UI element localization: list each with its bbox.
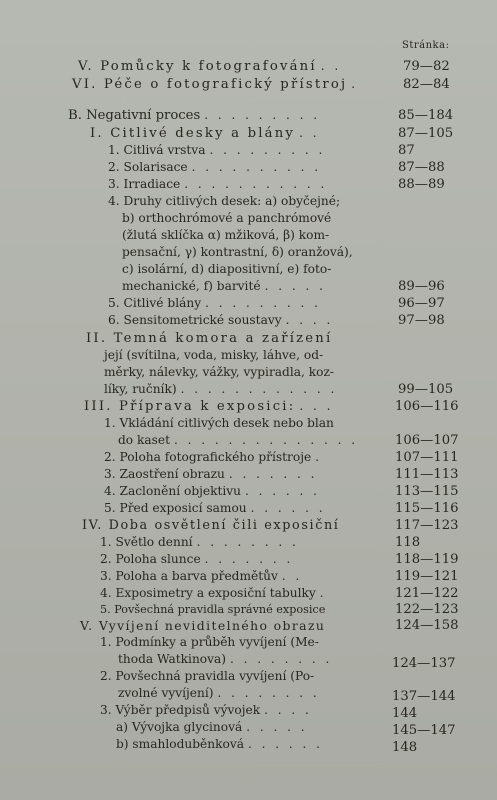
toc-entry-text: 3. Irradiace: [108, 177, 181, 191]
toc-entry-continuation: [104, 364, 334, 381]
toc-entry-continuation: [122, 210, 331, 227]
toc-entry: [108, 176, 327, 193]
toc-page-number: 106—116: [395, 399, 459, 414]
toc-entry-text: 1. Světlo denní: [100, 535, 193, 549]
toc-entry-text: měrky, nálevky, vážky, vypiradla, koz-: [104, 365, 335, 379]
toc-leader-dots: . . . . . . . . . . . . . .: [174, 433, 359, 447]
toc-entry-text: thoda Watkinova): [118, 652, 227, 666]
toc-entry-continuation: [122, 244, 353, 261]
toc-entry: [108, 142, 325, 159]
toc-entry: [100, 585, 327, 602]
toc-page-number: 113—115: [395, 484, 459, 499]
toc-entry-continuation: [122, 278, 326, 295]
toc-page-number: 79—82: [403, 59, 450, 74]
toc-entry-text: b) orthochrómové a panchrómové: [122, 211, 332, 225]
toc-leader-dots: . . . . . . . .: [230, 652, 333, 666]
toc-page-number: 111—113: [395, 467, 459, 482]
toc-entry: [78, 58, 341, 75]
toc-leader-dots: . . . . . . . . .: [209, 143, 326, 157]
toc-page-number: 99—105: [398, 382, 454, 397]
toc-entry: [100, 551, 293, 568]
toc-entry-text: c) isolární, d) diapositivní, e) foto-: [122, 262, 332, 276]
toc-entry-continuation: [118, 685, 320, 702]
toc-entry-text: pensační, γ) kontrastní, δ) oranžová),: [122, 245, 353, 259]
toc-page-number: 122—123: [395, 602, 459, 617]
toc-entry: [104, 483, 320, 500]
toc-leader-dots: .: [315, 450, 323, 464]
toc-entry-text: V. Vyvíjení neviditelného obrazu: [80, 618, 326, 633]
toc-leader-dots: . . . . . . . . .: [204, 108, 321, 122]
toc-entry: [116, 736, 323, 753]
toc-chapter: [80, 617, 325, 634]
toc-page-number: 119—121: [395, 569, 459, 584]
toc-entry-text: do kaset: [118, 433, 171, 447]
toc-page-number: 87—105: [398, 126, 454, 141]
toc-entry-continuation: [122, 227, 329, 244]
toc-entry: [100, 634, 319, 651]
toc-entry: [108, 193, 340, 210]
toc-entry-text: 1. Vkládání citlivých desek nebo blan: [104, 416, 334, 430]
toc-entry-text: III. Příprava k exposici:: [84, 399, 296, 414]
toc-page-number: 89—96: [398, 279, 445, 294]
toc-entry-text: 1. Podmínky a průběh vyvíjení (Me-: [100, 635, 319, 649]
toc-leader-dots: . .: [320, 59, 342, 73]
toc-entry: [108, 312, 333, 329]
toc-entry-text: 4. Druhy citlivých desek: a) obyčejné;: [108, 194, 341, 208]
toc-leader-dots: . . . . . . .: [204, 552, 294, 566]
toc-page-number: 87—88: [398, 160, 445, 175]
toc-leader-dots: . . . . . .: [250, 501, 326, 515]
toc-entry-text: 3. Zaostření obrazu: [104, 467, 225, 481]
toc-leader-dots: . .: [299, 126, 320, 140]
toc-entry: [104, 449, 322, 466]
toc-entry-text: IV. Doba osvětlení čili exposiční: [82, 518, 340, 533]
toc-page-number: 124—158: [395, 618, 459, 633]
toc-entry-text: 5. Povšechná pravidla správné exposice: [100, 603, 326, 616]
toc-entry-text: 6. Sensitometrické soustavy: [108, 313, 282, 327]
toc-entry-continuation: [104, 347, 323, 364]
toc-leader-dots: . . . .: [264, 703, 312, 717]
toc-leader-dots: . . . . . .: [247, 737, 323, 751]
page-column-header: Stránka:: [402, 40, 450, 51]
toc-entry-text: mechanické, f) barvité: [122, 279, 261, 293]
toc-section-heading: [68, 107, 320, 124]
toc-chapter: [82, 517, 340, 534]
toc-page-number: 107—111: [395, 450, 459, 465]
toc-leader-dots: . . . . . . . .: [217, 686, 320, 700]
toc-entry: [108, 159, 321, 176]
toc-leader-dots: . . . . . . . .: [196, 535, 299, 549]
toc-entry: [116, 719, 308, 736]
toc-entry-text: její (svítilna, voda, misky, láhve, od-: [104, 348, 324, 362]
toc-entry: [100, 601, 325, 618]
toc-leader-dots: . . . . . . .: [228, 467, 318, 481]
toc-leader-dots: . . . . . . . . . .: [191, 160, 322, 174]
toc-entry-text: B. Negativní proces: [68, 108, 201, 123]
toc-entry: [100, 534, 299, 551]
toc-leader-dots: . . . . .: [264, 279, 326, 293]
toc-page-number: 144: [392, 706, 418, 721]
toc-page-number: 96—97: [398, 296, 445, 311]
toc-entry-text: zvolné vyvíjení): [118, 686, 214, 700]
toc-entry-text: b) smahloduběnková: [116, 737, 244, 751]
toc-page-number: 118—119: [395, 552, 459, 567]
toc-leader-dots: . . .: [299, 399, 334, 413]
toc-entry-text: líky, ručník): [104, 382, 177, 396]
toc-entry: [100, 668, 314, 685]
toc-entry-text: 2. Povšechná pravidla vyvíjení (Po-: [100, 669, 315, 683]
toc-entry: [100, 568, 302, 585]
toc-page-number: 85—184: [398, 108, 454, 123]
toc-entry: [104, 500, 326, 517]
toc-entry-continuation: [118, 432, 358, 449]
toc-leader-dots: . . . . . . . . .: [205, 296, 321, 310]
toc-entry: [104, 466, 317, 483]
toc-leader-dots: . . . . . . . . . . .: [184, 177, 328, 191]
toc-entry-text: 4. Exposimetry a exposiční tabulky: [100, 586, 316, 600]
toc-page-number: 118: [395, 535, 421, 550]
toc-entry: [100, 702, 312, 719]
toc-page-number: 106—107: [395, 433, 459, 448]
toc-page-number: 88—89: [398, 177, 445, 192]
toc-page-number: 148: [392, 740, 418, 755]
toc-leader-dots: . .: [281, 569, 303, 583]
toc-entry-text: 3. Výběr předpisů vývojek: [100, 703, 261, 717]
toc-leader-dots: . . . .: [285, 313, 334, 327]
toc-entry-text: II. Temná komora a zařízení: [86, 331, 333, 346]
toc-entry-continuation: [104, 381, 337, 398]
toc-entry-text: 5. Citlivé blány: [108, 296, 202, 310]
toc-entry-text: 1. Citlivá vrstva: [108, 143, 206, 157]
toc-entry-text: 5. Před exposicí samou: [104, 501, 247, 515]
toc-entry-text: V. Pomůcky k fotografování: [78, 59, 317, 74]
toc-chapter: [90, 125, 320, 142]
toc-entry-text: 3. Poloha a barva předmětův: [100, 569, 278, 583]
toc-entry-text: I. Citlivé desky a blány: [90, 126, 296, 141]
toc-page-number: 137—144: [392, 689, 456, 704]
toc-entry-text: 2. Poloha slunce: [100, 552, 201, 566]
toc-entry: [72, 76, 358, 93]
toc-chapter: [86, 330, 332, 347]
toc-entry: [104, 415, 334, 432]
toc-page-number: 97—98: [398, 313, 445, 328]
toc-leader-dots: .: [351, 77, 359, 91]
toc-leader-dots: . . . . . . . . . . . .: [180, 382, 338, 396]
toc-leader-dots: . . . . .: [246, 720, 308, 734]
toc-page-number: 115—116: [395, 501, 459, 516]
toc-page-number: 124—137: [392, 656, 456, 671]
toc-page-number: 87: [398, 143, 415, 158]
toc-entry-text: (žlutá sklíčka α) mžiková, β) kom-: [122, 228, 330, 242]
toc-entry-text: 2. Poloha fotografického přístroje: [104, 450, 312, 464]
toc-entry-continuation: [122, 261, 331, 278]
toc-entry: [108, 295, 321, 312]
toc-page-number: 121—122: [395, 586, 459, 601]
toc-entry-continuation: [118, 651, 332, 668]
toc-leader-dots: . . . . . .: [245, 484, 320, 498]
toc-entry-text: 2. Solarisace: [108, 160, 188, 174]
toc-page-number: 145—147: [392, 723, 456, 738]
toc-chapter: [84, 398, 333, 415]
toc-entry-text: a) Vývojka glycinová: [116, 720, 243, 734]
toc-entry-text: 4. Zaclonění objektivu: [104, 484, 242, 498]
toc-leader-dots: .: [319, 586, 327, 600]
toc-entry-text: VI. Péče o fotografický přístroj: [72, 77, 348, 92]
toc-page-number: 117—123: [395, 518, 459, 533]
toc-page-number: 82—84: [403, 77, 450, 92]
